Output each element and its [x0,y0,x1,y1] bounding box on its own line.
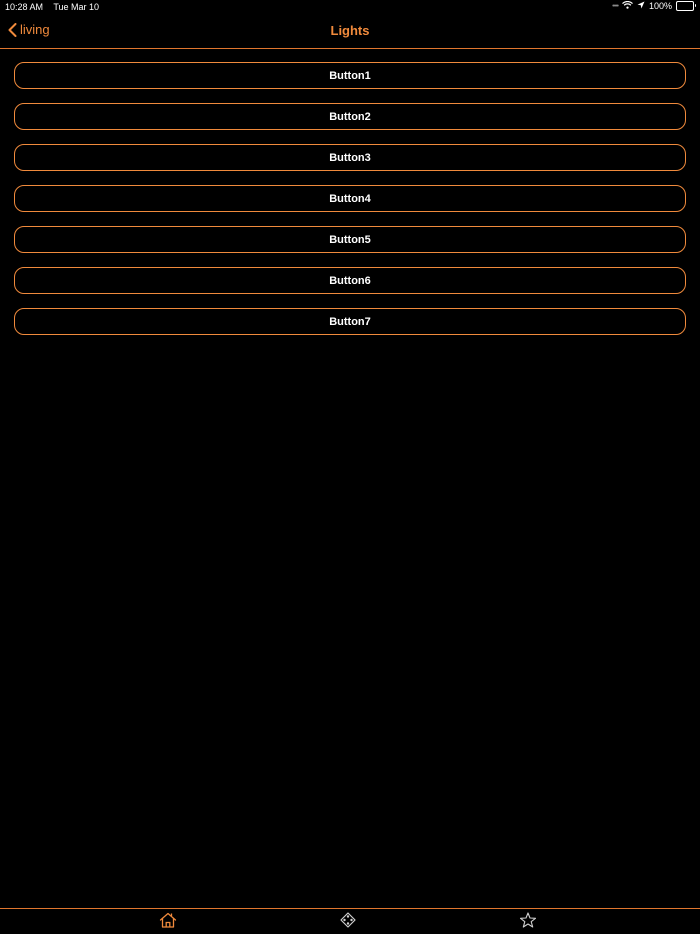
status-left [5,2,107,12]
status-right [612,1,694,11]
light-button-6[interactable]: Button6 [14,267,686,294]
tab-home[interactable] [158,913,178,931]
status-bar [0,0,700,14]
battery-percent: 100% [648,1,672,11]
light-button-7[interactable]: Button7 [14,308,686,335]
cellular-signal-icon: •••• [612,2,618,10]
light-button-2[interactable]: Button2 [14,103,686,130]
light-button-4[interactable]: Button4 [14,185,686,212]
light-button-5[interactable]: Button5 [14,226,686,253]
navigation-bar [0,14,700,49]
light-button-1[interactable]: Button1 [14,62,686,89]
light-button-3[interactable]: Button3 [14,144,686,171]
back-button-label: living [20,22,50,37]
location-arrow-icon [637,1,645,11]
status-date: Tue Mar 10 [53,2,100,12]
tab-bar [0,908,700,934]
status-time: 10:28 AM [5,2,44,12]
tab-remote[interactable] [338,913,358,931]
home-icon [159,912,177,933]
star-icon [519,912,537,933]
page-title: Lights [330,23,370,38]
battery-icon [676,1,694,11]
wifi-icon [622,1,633,11]
lights-button-list [14,62,686,349]
remote-icon [339,912,357,933]
tab-favorites[interactable] [518,913,538,931]
